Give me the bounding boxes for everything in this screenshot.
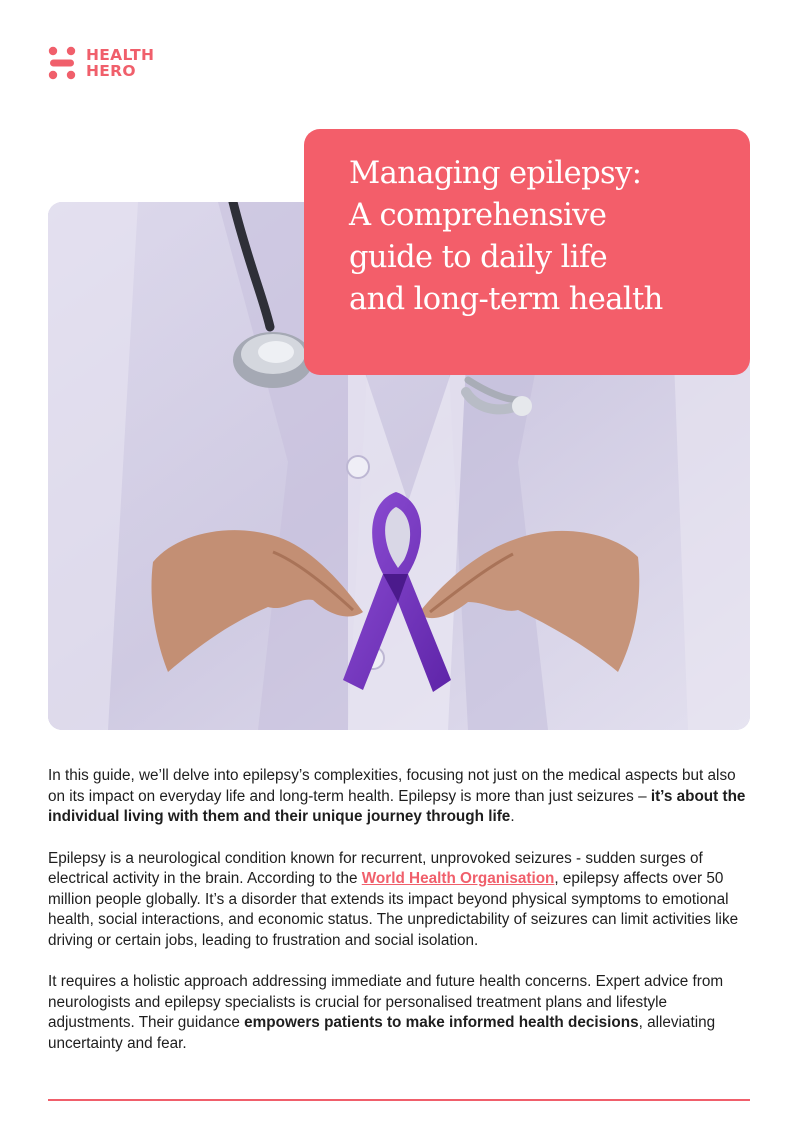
paragraph-approach-before: It requires a holistic approach addressing immediate and future health concerns. Expert advice from neurologists and epilepsy specialists is crucial for personalised treatment plans and lifestyle adjustments. Their guidance bbox=[48, 973, 724, 1031]
paragraph-intro-bold: it’s about the individual living with them and their unique journey through life bbox=[48, 787, 746, 825]
title-line-4: and long-term health bbox=[349, 282, 663, 317]
paragraph-definition bbox=[48, 849, 753, 952]
brand-line-2: HERO bbox=[86, 62, 136, 80]
brand-logo[interactable] bbox=[48, 46, 154, 80]
paragraph-definition-before: Epilepsy is a neurological condition known for recurrent, unprovoked seizures - sudden surges of electrical activity in the brain. According to the bbox=[48, 849, 703, 887]
paragraph-intro-end: . bbox=[510, 808, 515, 825]
brand-wordmark bbox=[86, 47, 154, 79]
paragraph-approach bbox=[48, 972, 753, 1054]
paragraph-approach-bold: empowers patients to make informed health decisions bbox=[244, 1014, 639, 1031]
title-card bbox=[304, 129, 750, 375]
who-link[interactable]: World Health Organisation bbox=[361, 870, 555, 887]
brand-line-1: HEALTH bbox=[86, 46, 155, 64]
title-line-1: Managing epilepsy: bbox=[349, 156, 642, 191]
title-line-3: guide to daily life bbox=[349, 240, 608, 275]
footer-divider bbox=[48, 1099, 750, 1101]
article-body bbox=[48, 766, 753, 1075]
coat-button-icon bbox=[347, 456, 369, 478]
paragraph-approach-after: , alleviating uncertainty and fear. bbox=[48, 1014, 716, 1052]
title-line-2: A comprehensive bbox=[349, 198, 607, 233]
page-title bbox=[349, 153, 730, 321]
paragraph-intro-text: In this guide, we’ll delve into epilepsy’s complexities, focusing not just on the medical aspects but also on its impact on everyday life and long-term health. Epilepsy is more than just seizures – bbox=[48, 767, 736, 805]
health-hero-logo-icon bbox=[48, 46, 76, 80]
paragraph-definition-after: , epilepsy affects over 50 million people globally. It’s a disorder that extends its impact beyond physical symptoms to emotional health, social interactions, and economic status. The unpredictability of seizures can limit activities like driving or certain jobs, leading to frustration and social isolation. bbox=[48, 870, 739, 949]
paragraph-intro bbox=[48, 766, 753, 828]
